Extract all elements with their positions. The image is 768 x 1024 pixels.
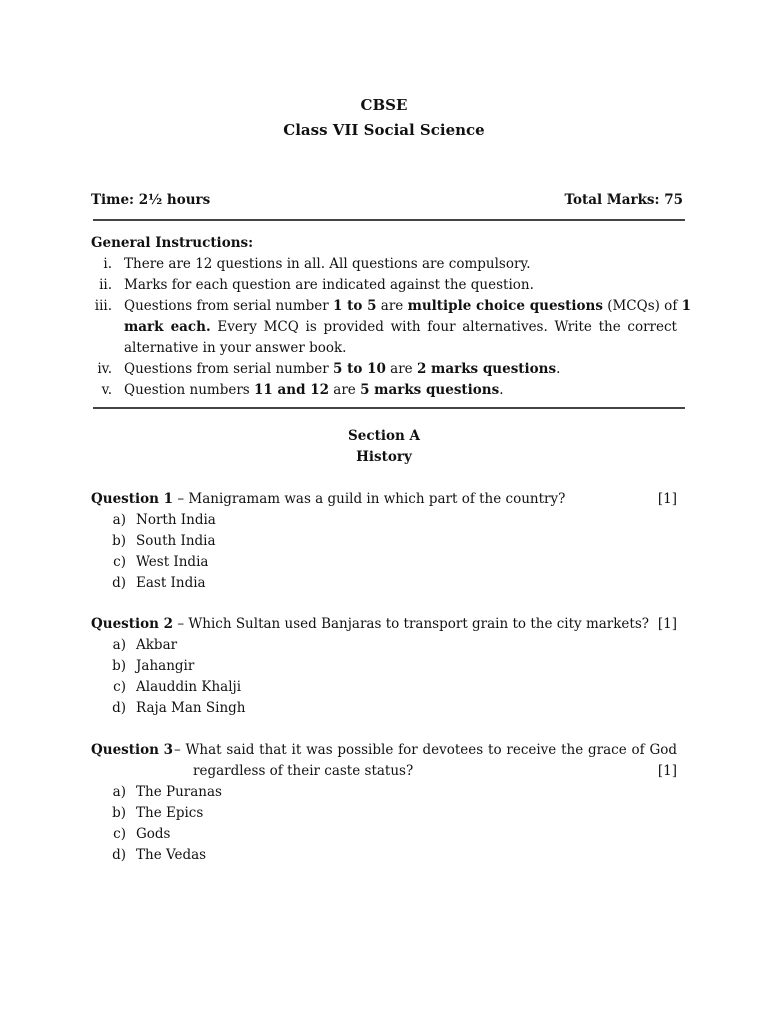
option-text: The Vedas [136,847,207,863]
option-letter: d) [112,847,126,863]
instruction-text: There are 12 questions in all. All questions are compulsory. [124,256,531,272]
total-marks: Total Marks: 75 [564,192,683,208]
instruction-text: Marks for each question are indicated against the question. [124,277,534,293]
instruction-text: Question numbers 11 and 12 are 5 marks questions. [124,382,504,398]
instructions-heading: General Instructions: [91,235,254,251]
option-text: South India [136,533,216,549]
option-letter: b) [112,533,126,549]
option-text: North India [136,512,216,528]
option-letter: b) [112,658,126,674]
option-text: Raja Man Singh [136,700,246,716]
option-letter: a) [112,512,126,528]
option-text: The Epics [136,805,204,821]
option-letter: c) [113,554,126,570]
instruction-text: Questions from serial number 1 to 5 are multiple choice questions (MCQs) of 1 [124,298,692,314]
option-text: Alauddin Khalji [136,679,242,695]
instruction-number: iv. [97,361,112,377]
option-letter: c) [113,826,126,842]
question-text: – Which Sultan used Banjaras to transport grain to the city markets? [173,616,650,632]
option-letter: d) [112,700,126,716]
option-text: East India [136,575,206,591]
question-label: Question 1 [91,491,174,507]
section-subject: History [356,449,412,465]
question-text: regardless of their caste status? [193,763,414,779]
question-label: Question 3 [91,742,174,758]
option-text: Jahangir [136,658,195,674]
instruction-text: mark each. Every MCQ is provided with four alternatives. Write the correct [124,319,677,335]
option-text: Gods [136,826,171,842]
question-1 [91,491,565,507]
question-text: – Manigramam was a guild in which part of the country? [173,491,566,507]
option-letter: c) [113,679,126,695]
question-marks: [1] [657,491,677,507]
option-text: The Puranas [136,784,222,800]
paper-title: Class VII Social Science [283,121,485,139]
instruction-number: i. [103,256,112,272]
question-marks: [1] [657,763,677,779]
divider [93,219,685,221]
instruction-text: Questions from serial number 5 to 10 are 2 marks questions. [124,361,561,377]
question-text: – What said that it was possible for devotees to receive the grace of God [174,742,677,758]
section-title: Section A [348,428,420,444]
instruction-text: alternative in your answer book. [124,340,347,356]
instruction-number: iii. [94,298,112,314]
option-letter: d) [112,575,126,591]
divider [93,407,685,409]
board-title: CBSE [360,96,408,114]
question-label: Question 2 [91,616,174,632]
option-text: Akbar [136,637,178,653]
option-letter: a) [112,637,126,653]
time-allowed: Time: 2½ hours [91,192,211,208]
instruction-number: ii. [99,277,112,293]
option-letter: a) [112,784,126,800]
question-marks: [1] [657,616,677,632]
option-letter: b) [112,805,126,821]
instruction-number: v. [101,382,112,398]
question-2 [91,616,649,632]
option-text: West India [136,554,209,570]
